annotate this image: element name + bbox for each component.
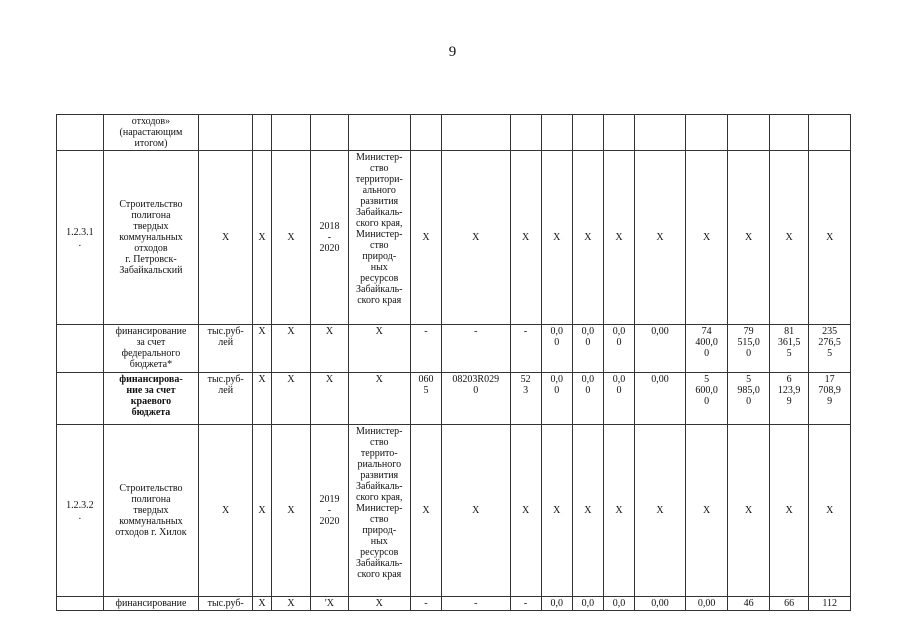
table-row (57, 115, 851, 151)
table-cell: X (311, 325, 348, 373)
table-cell: 46 (728, 597, 770, 611)
table-cell: 66 (769, 597, 808, 611)
table-cell: 0,0 0 (541, 373, 572, 425)
table-cell: 0,0 (541, 597, 572, 611)
table-cell: 1.2.3.1 . (57, 151, 104, 325)
table-cell: X (809, 425, 851, 597)
table-cell: 1.2.3.2 . (57, 425, 104, 597)
table-cell: X (311, 373, 348, 425)
table-cell: тыс.руб- лей (199, 373, 253, 425)
table-cell (572, 115, 603, 151)
table-cell: X (572, 151, 603, 325)
table-cell: 52 3 (510, 373, 541, 425)
table-row (57, 151, 851, 325)
table-cell: 81 361,5 5 (769, 325, 808, 373)
table-cell: X (603, 425, 634, 597)
table-cell: 0,0 (603, 597, 634, 611)
table-cell: X (769, 425, 808, 597)
table-cell: 0,0 (572, 597, 603, 611)
table-cell: - (410, 597, 441, 611)
table-cell (728, 115, 770, 151)
table-cell: - (442, 597, 511, 611)
table-cell: 060 5 (410, 373, 441, 425)
table-cell: X (541, 425, 572, 597)
table-cell: 0,00 (635, 373, 686, 425)
table-cell: X (271, 373, 310, 425)
table-cell: тыс.руб- (199, 597, 253, 611)
table-cell: Строительство полигона твердых коммунальных отходов г. Хилок (103, 425, 198, 597)
table-cell: 2019 - 2020 (311, 425, 348, 597)
table-cell: X (728, 151, 770, 325)
table-cell: 2018 - 2020 (311, 151, 348, 325)
table-cell: X (253, 373, 272, 425)
table-row (57, 597, 851, 611)
table-cell: 'X (311, 597, 348, 611)
table-cell (809, 115, 851, 151)
table-cell (769, 115, 808, 151)
table-cell (410, 115, 441, 151)
table-cell: X (510, 425, 541, 597)
table-cell: Строительство полигона твердых коммунальных отходов г. Петровск- Забайкальский (103, 151, 198, 325)
table-cell (57, 597, 104, 611)
table-cell: - (510, 597, 541, 611)
table-cell: X (410, 425, 441, 597)
table-cell: финансирование за счет федерального бюджета* (103, 325, 198, 373)
table-cell: X (572, 425, 603, 597)
table-cell: X (253, 425, 272, 597)
table-cell: X (728, 425, 770, 597)
table-cell: X (410, 151, 441, 325)
table-cell (271, 115, 310, 151)
table-cell: 0,00 (635, 325, 686, 373)
table-cell: 0,00 (685, 597, 728, 611)
table-cell: X (253, 325, 272, 373)
table-cell: X (199, 151, 253, 325)
table-cell: 112 (809, 597, 851, 611)
table-cell: X (348, 373, 410, 425)
table-cell: 08203R029 0 (442, 373, 511, 425)
table-cell: X (271, 597, 310, 611)
table-cell: Министер- ство террито- риального развития Забайкаль- ского края, Министер- ство природ- ных ресурсов Забайкаль- ского края (348, 425, 410, 597)
table-cell: финансирование (103, 597, 198, 611)
table-cell: финансирова- ние за счет краевого бюджета (103, 373, 198, 425)
table-cell: 0,0 0 (572, 325, 603, 373)
table-cell (510, 115, 541, 151)
table-row (57, 425, 851, 597)
table-cell: X (603, 151, 634, 325)
table-cell (199, 115, 253, 151)
table-cell: 0,0 0 (572, 373, 603, 425)
table-cell (685, 115, 728, 151)
table-cell: X (541, 151, 572, 325)
table-cell: 5 985,0 0 (728, 373, 770, 425)
table-cell: 6 123,9 9 (769, 373, 808, 425)
table-cell: X (271, 425, 310, 597)
table-cell (253, 115, 272, 151)
table-row (57, 325, 851, 373)
table-cell (635, 115, 686, 151)
table-cell (541, 115, 572, 151)
table-cell: - (442, 325, 511, 373)
program-table (56, 114, 851, 611)
table-cell: X (685, 151, 728, 325)
table-cell: X (271, 151, 310, 325)
table-cell: X (635, 151, 686, 325)
table-cell (57, 115, 104, 151)
table-cell (442, 115, 511, 151)
table-cell: X (510, 151, 541, 325)
table-cell: 0,0 0 (603, 325, 634, 373)
table-cell: X (348, 325, 410, 373)
table-cell: - (510, 325, 541, 373)
table-cell: - (410, 325, 441, 373)
table-cell: Министер- ство территори- ального развития Забайкаль- ского края, Министер- ство природ- ных ресурсов Забайкаль- ского края (348, 151, 410, 325)
table-cell: X (685, 425, 728, 597)
table-cell (348, 115, 410, 151)
page-number: 9 (448, 44, 457, 60)
table-cell: отходов» (нарастающим итогом) (103, 115, 198, 151)
table-cell: X (442, 425, 511, 597)
table-cell: 79 515,0 0 (728, 325, 770, 373)
table-cell: X (271, 325, 310, 373)
table-cell: 0,0 0 (603, 373, 634, 425)
table-cell: 235 276,5 5 (809, 325, 851, 373)
table-cell (311, 115, 348, 151)
table-cell: тыс.руб- лей (199, 325, 253, 373)
table-cell (57, 373, 104, 425)
table-cell: 5 600,0 0 (685, 373, 728, 425)
table-cell: X (635, 425, 686, 597)
table-cell: X (348, 597, 410, 611)
table-cell: X (442, 151, 511, 325)
table-cell: 0,00 (635, 597, 686, 611)
table-cell (57, 325, 104, 373)
table-cell: X (769, 151, 808, 325)
table-cell (603, 115, 634, 151)
table-cell: X (253, 597, 272, 611)
table-cell: X (253, 151, 272, 325)
table-cell: 74 400,0 0 (685, 325, 728, 373)
table-cell: 17 708,9 9 (809, 373, 851, 425)
table-cell: 0,0 0 (541, 325, 572, 373)
table-cell: X (199, 425, 253, 597)
table-cell: X (809, 151, 851, 325)
table-row (57, 373, 851, 425)
